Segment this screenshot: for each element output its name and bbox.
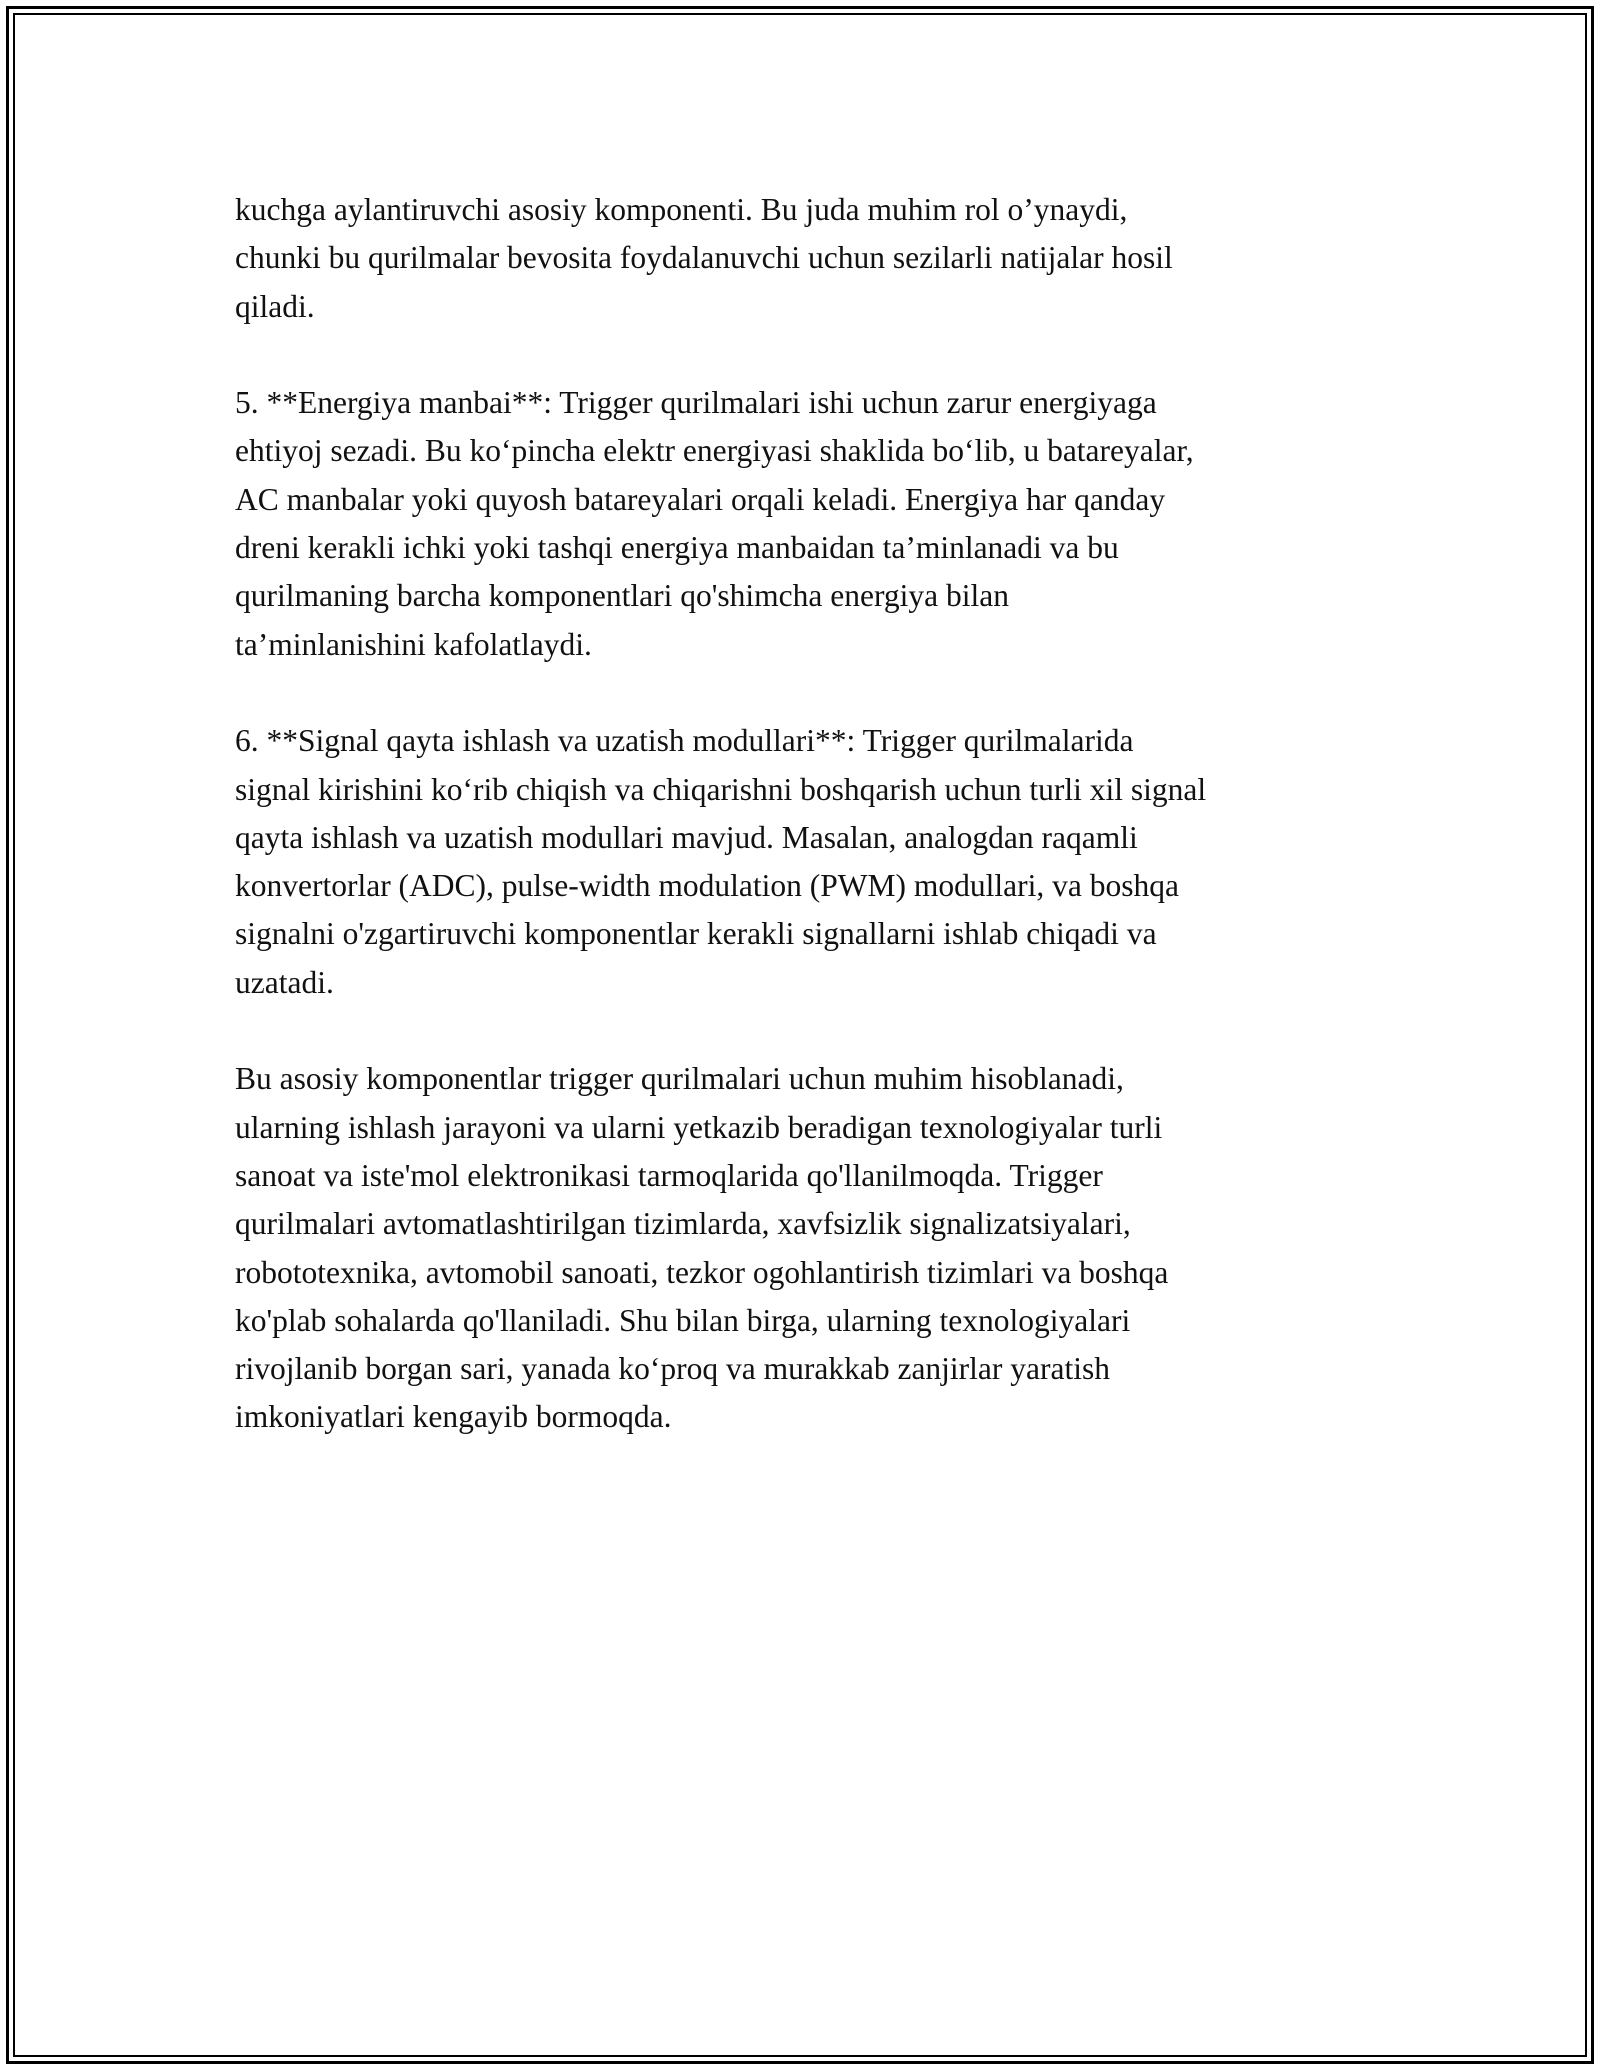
document-body [235,186,1375,1490]
paragraph-conclusion: Bu asosiy komponentlar trigger qurilmalari uchun muhim hisoblanadi, ularning ishlash jarayoni va ularni yetkazib beradigan texnologiyalar turli sanoat va iste'mol elektronikasi tarmoqlarida qo'llanilmoqda. Trigger qurilmalari avtomatlashtirilgan tizimlarda, xavfsizlik signalizatsiyalari, robototexnika, avtomobil sanoati, tezkor ogohlantirish tizimlari va boshqa ko'plab sohalarda qo'llaniladi. Shu bilan birga, ularning texnologiyalari rivojlanib borgan sari, yanada ko‘proq va murakkab zanjirlar yaratish imkoniyatlari kengayib bormoqda. [235,1061,1169,1435]
paragraph-energy-source: 5. **Energiya manbai**: Trigger qurilmalari ishi uchun zarur energiyaga ehtiyoj sezadi. Bu ko‘pincha elektr energiyasi shaklida bo‘lib, u batareyalar, AC manbalar yoki quyosh batareyalari orqali keladi. Energiya har qanday dreni kerakli ichki yoki tashqi energiya manbaidan ta’minlanadi va bu qurilmaning barcha komponentlari qo'shimcha energiya bilan ta’minlanishini kafolatlaydi. [235,385,1194,662]
paragraph-intro-continuation: kuchga aylantiruvchi asosiy komponenti. Bu juda muhim rol o’ynaydi, chunki bu qurilmalar bevosita foydalanuvchi uchun sezilarli natijalar hosil qiladi. [235,192,1173,324]
paragraph-signal-modules: 6. **Signal qayta ishlash va uzatish modullari**: Trigger qurilmalarida signal kirishini ko‘rib chiqish va chiqarishni boshqarish uchun turli xil signal qayta ishlash va uzatish modullari mavjud. Masalan, analogdan raqamli konvertorlar (ADC), pulse-width modulation (PWM) modullari, va boshqa signalni o'zgartiruvchi komponentlar kerakli signallarni ishlab chiqadi va uzatadi. [235,723,1207,1000]
